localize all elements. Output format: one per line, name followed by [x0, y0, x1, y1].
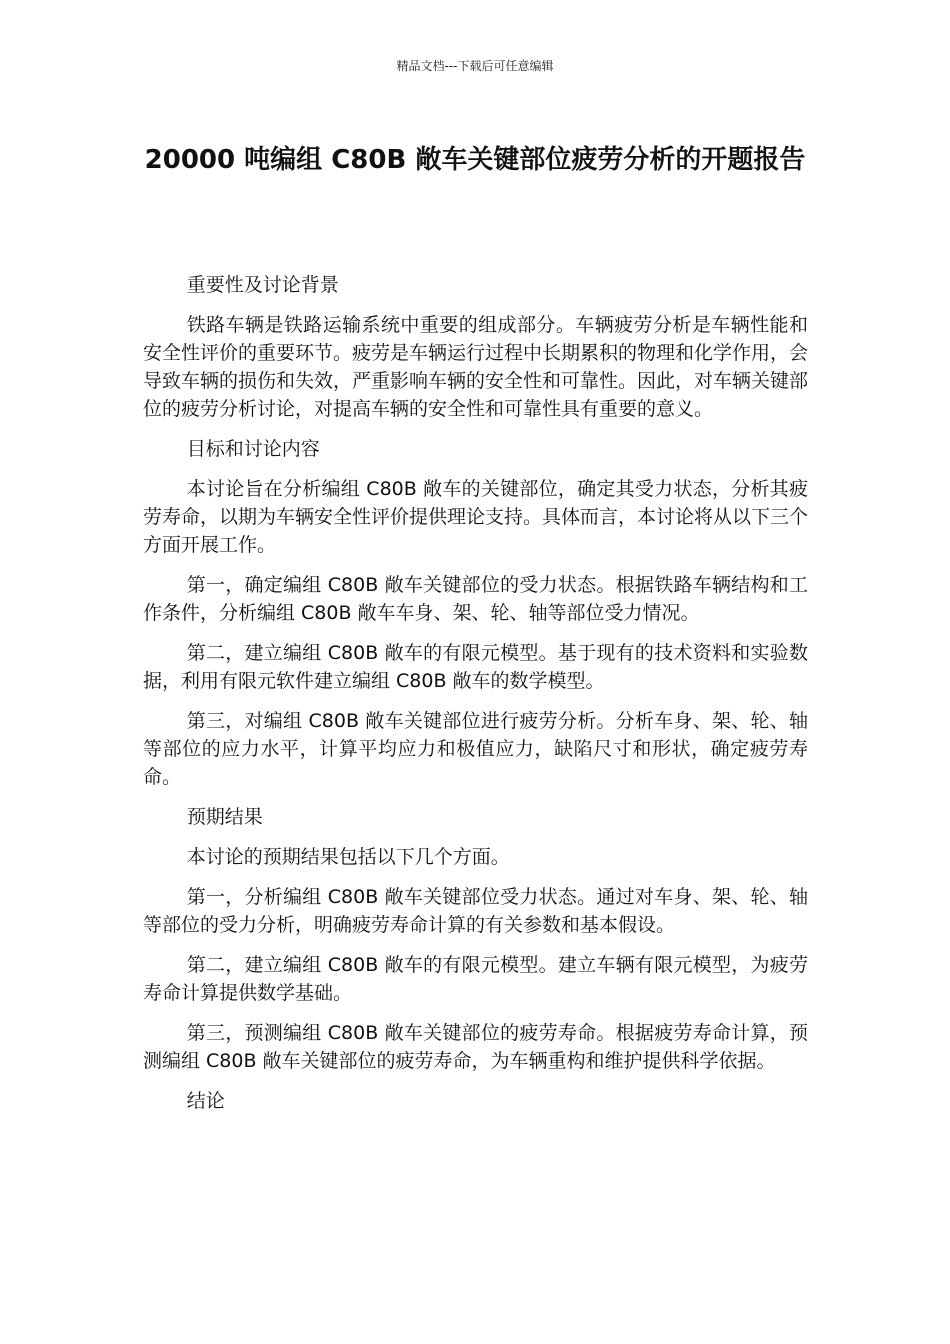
page-header: 精品文档---下载后可任意编辑	[396, 59, 554, 73]
document-title: 20000 吨编组 C80B 敞车关键部位疲劳分析的开题报告	[144, 145, 806, 175]
paragraph-background: 铁路车辆是铁路运输系统中重要的组成部分。车辆疲劳分析是车辆性能和安全性评价的重要环节。疲劳是车辆运行过程中长期累积的物理和化学作用，会导致车辆的损伤和失效，严重影响车辆的安全性和可靠性。因此，对车辆关键部位的疲劳分析讨论，对提高车辆的安全性和可靠性具有重要的意义。	[143, 314, 809, 420]
paragraph-goal-2: 第二，建立编组 C80B 敞车的有限元模型。基于现有的技术资料和实验数据，利用有限元软件建立编组 C80B 敞车的数学模型。	[143, 642, 808, 692]
paragraph-goal-1: 第一，确定编组 C80B 敞车关键部位的受力状态。根据铁路车辆结构和工作条件，分析编组 C80B 敞车车身、架、轮、轴等部位受力情况。	[143, 574, 808, 624]
section-heading-conclusion: 结论	[186, 1090, 225, 1112]
paragraph-result-3: 第三，预测编组 C80B 敞车关键部位的疲劳寿命。根据疲劳寿命计算，预测编组 C80B 敞车关键部位的疲劳寿命，为车辆重构和维护提供科学依据。	[143, 1022, 808, 1072]
section-heading-importance: 重要性及讨论背景	[186, 274, 339, 296]
paragraph-results-intro: 本讨论的预期结果包括以下几个方面。	[186, 846, 510, 868]
section-heading-goals: 目标和讨论内容	[186, 438, 320, 460]
paragraph-result-1: 第一，分析编组 C80B 敞车关键部位受力状态。通过对车身、架、轮、轴等部位的受力分析，明确疲劳寿命计算的有关参数和基本假设。	[143, 886, 808, 936]
paragraph-result-2: 第二，建立编组 C80B 敞车的有限元模型。建立车辆有限元模型，为疲劳寿命计算提供数学基础。	[143, 954, 808, 1004]
section-heading-expected-results: 预期结果	[186, 806, 263, 828]
paragraph-goals-intro: 本讨论旨在分析编组 C80B 敞车的关键部位，确定其受力状态，分析其疲劳寿命，以期为车辆安全性评价提供理论支持。具体而言，本讨论将从以下三个方面开展工作。	[143, 478, 809, 556]
document-body	[143, 271, 808, 1127]
paragraph-goal-3: 第三，对编组 C80B 敞车关键部位进行疲劳分析。分析车身、架、轮、轴等部位的应力水平，计算平均应力和极值应力，缺陷尺寸和形状，确定疲劳寿命。	[143, 710, 808, 788]
